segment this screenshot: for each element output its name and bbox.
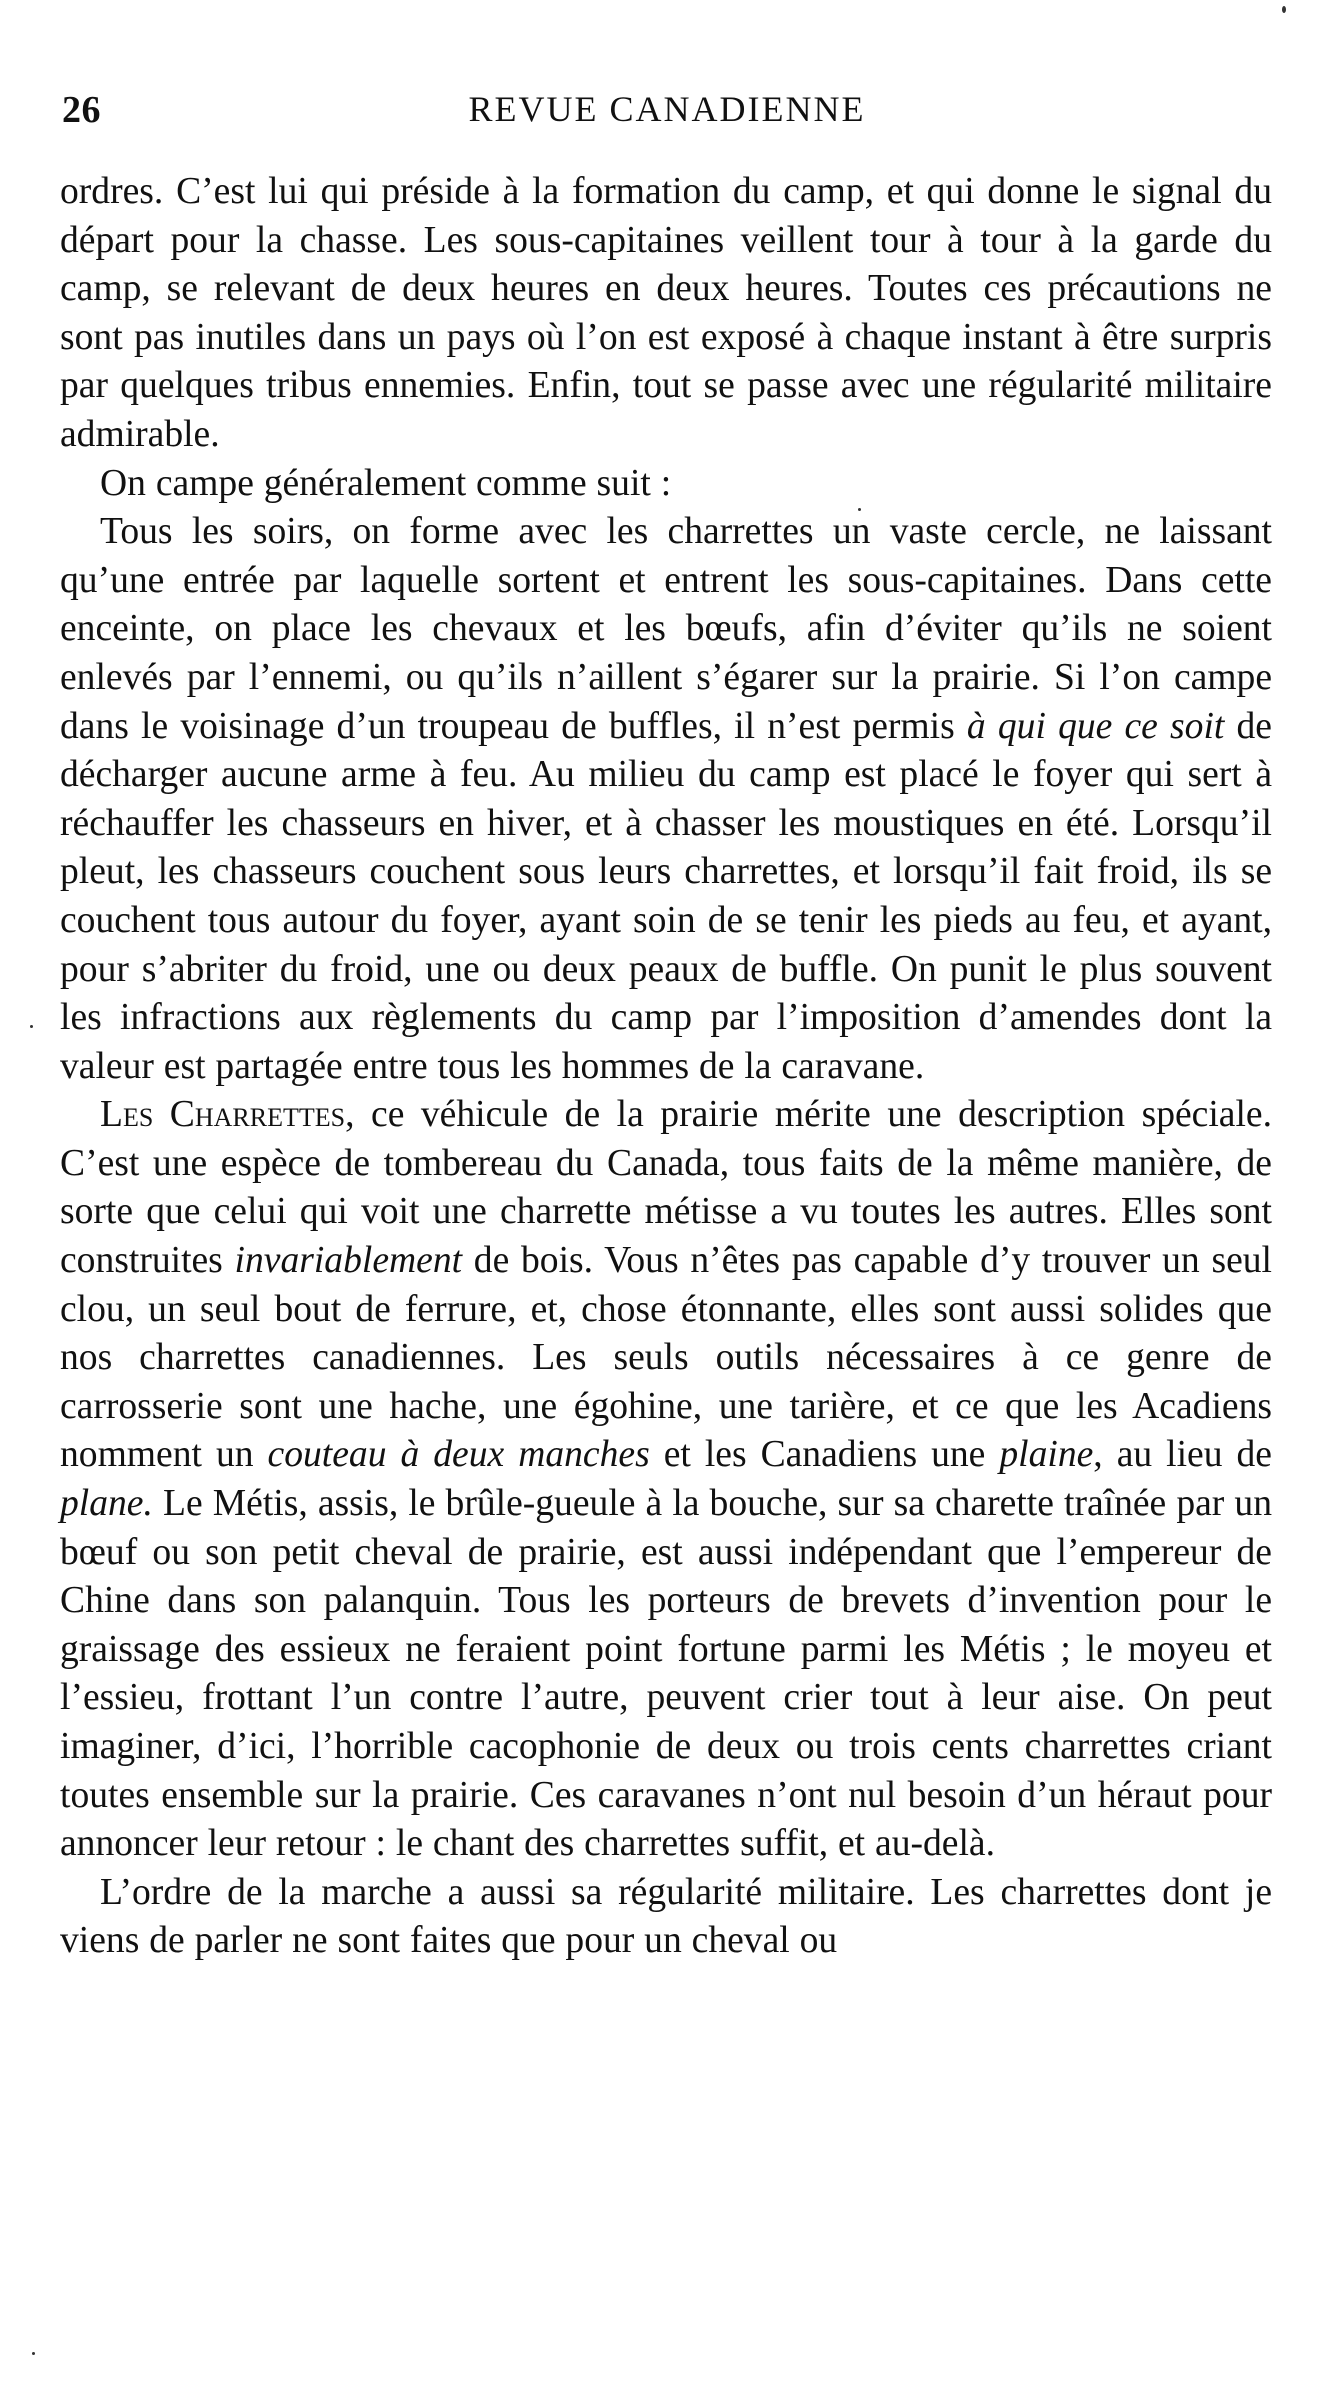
text-run: Tous les soirs, on forme avec les charrettes un vaste cercle, ne laissant qu’une entrée par laquelle sortent et entrent les sous-capitaines. Dans cette enceinte, on place les chevaux et les bœufs, afin d’éviter qu’ils ne soient enlevés par l’ennemi, ou qu’ils n’aillent s’égarer sur la prairie. Si l’on campe dans le voisinage d’un troupeau de buffles, il n’est permis	[60, 511, 1272, 747]
running-head	[62, 88, 1272, 138]
paragraph	[60, 508, 1272, 1091]
print-speck	[30, 1025, 33, 1028]
text-run: et les Canadiens une	[649, 1434, 1000, 1476]
text-run: ordres. C’est lui qui préside à la formation du camp, et qui donne le signal du départ pour la chasse. Les sous-capitaines veillent tour à tour à la garde du camp, se relevant de deux heures en deux heures. Toutes ces précautions ne sont pas inutiles dans un pays où l’on est exposé à chaque instant à être surpris par quelques tribus ennemies. Enfin, tout se passe avec une régularité militaire admirable.	[60, 171, 1272, 455]
text-run: On campe généralement comme suit :	[100, 462, 672, 504]
paragraph	[60, 1091, 1272, 1869]
text-run: L’ordre de la marche a aussi sa régularité militaire. Les charrettes dont je viens de parler ne sont faites que pour un cheval ou	[60, 1871, 1272, 1962]
print-speck	[32, 2352, 35, 2355]
text-run: de décharger aucune arme à feu. Au milieu du camp est placé le foyer qui sert à réchauffer les chasseurs en hiver, et à chasser les moustiques en été. Lorsqu’il pleut, les chasseurs couchent sous leurs charrettes, et lorsqu’il fait froid, ils se couchent tous autour du foyer, ayant soin de se tenir les pieds au feu, et ayant, pour s’abriter du froid, une ou deux peaux de buffle. On punit le plus souvent les infractions aux règlements du camp par l’imposition d’amendes dont la valeur est partagée entre tous les hommes de la caravane.	[60, 705, 1272, 1087]
paragraph	[60, 460, 1272, 509]
print-speck	[858, 508, 861, 511]
journal-title: REVUE CANADIENNE	[468, 89, 866, 129]
italic-phrase: invariablement	[234, 1240, 463, 1282]
text-run: , au lieu de	[1093, 1434, 1272, 1476]
italic-phrase: plaine	[999, 1434, 1094, 1476]
paragraph	[60, 168, 1272, 460]
print-speck	[1282, 6, 1286, 13]
italic-phrase: à qui que ce soit	[966, 705, 1225, 747]
text-run: , ce véhicule de la prairie mérite une description spéciale. C’est une espèce de tombereau du Canada, tous faits de la même manière, de sorte que celui qui voit une charrette métisse a vu toutes les autres. Elles sont construites	[60, 1094, 1272, 1282]
body-text	[60, 168, 1272, 1966]
paragraph	[60, 1869, 1272, 1966]
text-run: Le Métis, assis, le brûle-gueule à la bouche, sur sa charette traînée par un bœuf ou son petit cheval de prairie, est aussi indépendant que l’empereur de Chine dans son palanquin. Tous les porteurs de brevets d’invention pour le graissage des essieux ne feraient point fortune parmi les Métis ; le moyeu et l’essieu, frottant l’un contre l’autre, peuvent crier tout à leur aise. On peut imaginer, d’ici, l’horrible cacophonie de deux ou trois cents charrettes criant toutes ensemble sur la prairie. Ces caravanes n’ont nul besoin d’un héraut pour annoncer leur retour : le chant des charrettes suffit, et au-delà.	[60, 1483, 1272, 1865]
page-number: 26	[62, 89, 101, 131]
text-run: de bois. Vous n’êtes pas capable d’y trouver un seul clou, un seul bout de ferrure, et, chose étonnante, elles sont aussi solides que nos charrettes canadiennes. Les seuls outils nécessaires à ce genre de carrosserie sont une hache, une égohine, une tarière, et ce que les Acadiens nomment un	[60, 1240, 1272, 1476]
italic-phrase: plane.	[60, 1483, 153, 1525]
section-lead-smallcaps: Les Charrettes	[100, 1094, 346, 1136]
italic-phrase: couteau à deux manches	[267, 1434, 650, 1476]
